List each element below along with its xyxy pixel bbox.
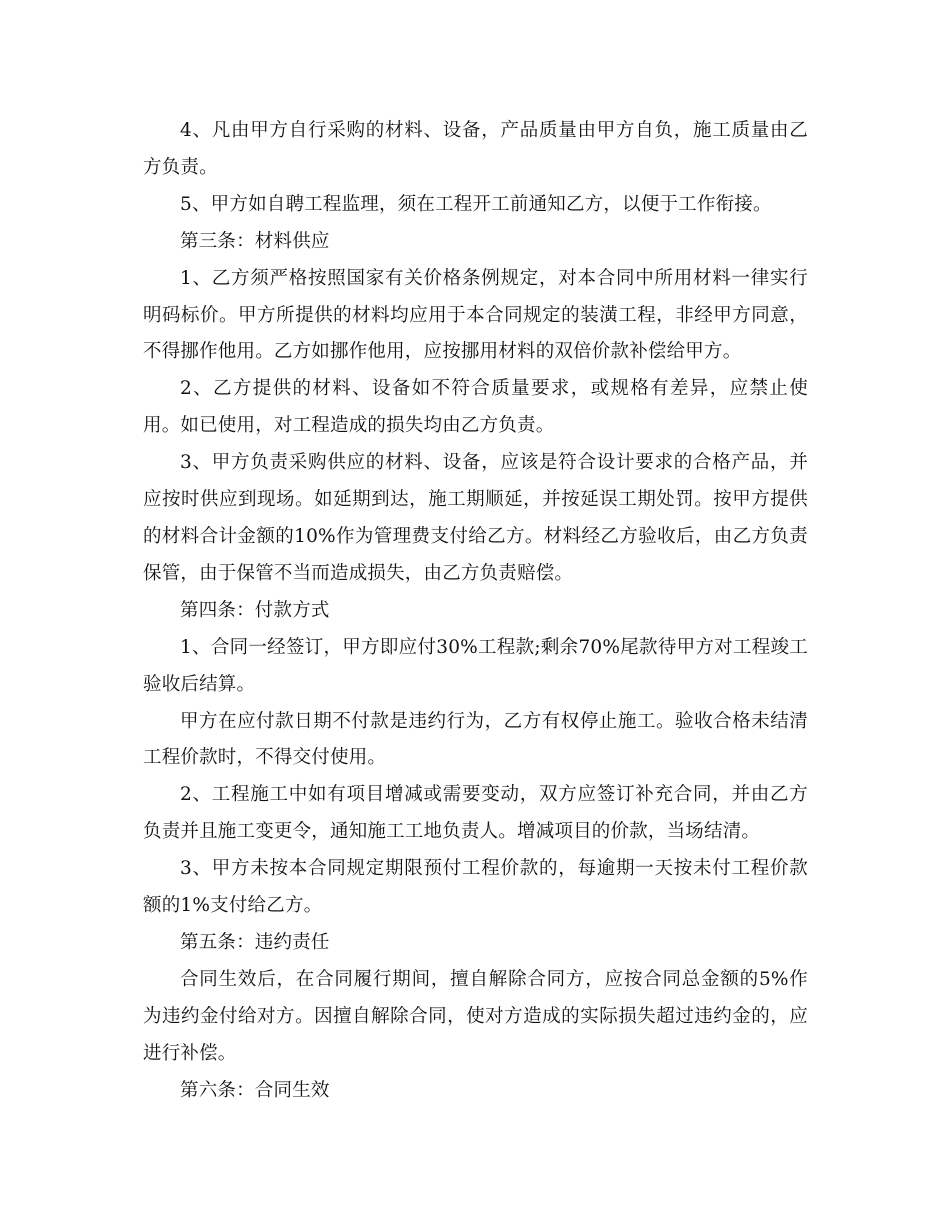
paragraph-clause-4-item-3: 3、甲方未按本合同规定期限预付工程价款的，每逾期一天按未付工程价款额的1%支付给乙方。 [143, 858, 808, 917]
section-heading-payment-method: 第四条：付款方式 [180, 599, 330, 621]
paragraph-clause-2-item-4: 4、凡由甲方自行采购的材料、设备，产品质量由甲方自负，施工质量由乙方负责。 [143, 120, 808, 178]
paragraph-clause-2-item-5: 5、甲方如自聘工程监理，须在工程开工前通知乙方，以便于工作衔接。 [180, 193, 772, 215]
paragraph-clause-4-item-2: 2、工程施工中如有项目增减或需要变动，双方应签订补充合同，并由乙方负责并且施工变更令，通知施工工地负责人。增减项目的价款，当场结清。 [143, 784, 808, 843]
paragraph-clause-5-body: 合同生效后，在合同履行期间，擅自解除合同方，应按合同总金额的5%作为违约金付给对方。因擅自解除合同，使对方造成的实际损失超过违约金的，应进行补偿。 [143, 968, 808, 1064]
paragraph-clause-3-item-2: 2、乙方提供的材料、设备如不符合质量要求，或规格有差异，应禁止使用。如已使用，对工程造成的损失均由乙方负责。 [143, 378, 808, 437]
paragraph-clause-3-item-1: 1、乙方须严格按照国家有关价格条例规定，对本合同中所用材料一律实行明码标价。甲方所提供的材料均应用于本合同规定的装潢工程，非经甲方同意，不得挪作他用。乙方如挪作他用，应按挪用材料的双倍价款补偿给甲方。 [143, 267, 808, 363]
paragraph-clause-4-note: 甲方在应付款日期不付款是违约行为，乙方有权停止施工。验收合格未结清工程价款时，不得交付使用。 [143, 710, 808, 769]
paragraph-clause-3-item-3: 3、甲方负责采购供应的材料、设备，应该是符合设计要求的合格产品，并应按时供应到现场。如延期到达，施工期顺延，并按延误工期处罚。按甲方提供的材料合计金额的10%作为管理费支付给乙方。材料经乙方验收后，由乙方负责保管，由于保管不当而造成损失，由乙方负责赔偿。 [143, 452, 808, 584]
section-heading-materials-supply: 第三条：材料供应 [180, 230, 330, 252]
section-heading-contract-effectiveness: 第六条：合同生效 [180, 1079, 330, 1101]
document-body [143, 113, 808, 1109]
section-heading-breach-liability: 第五条：违约责任 [180, 931, 330, 953]
paragraph-clause-4-item-1: 1、合同一经签订，甲方即应付30%工程款;剩余70%尾款待甲方对工程竣工验收后结算。 [143, 636, 808, 695]
